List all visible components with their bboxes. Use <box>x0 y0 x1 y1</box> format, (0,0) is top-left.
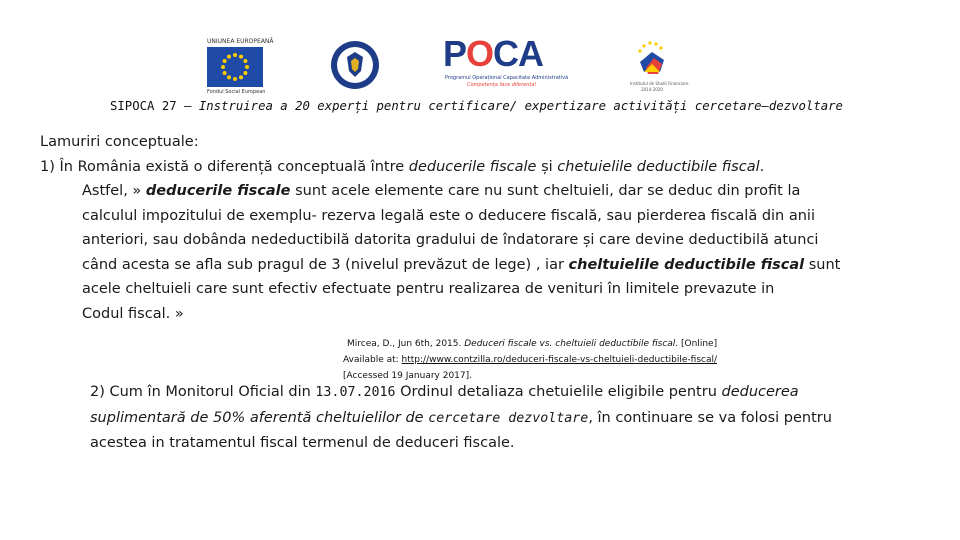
paragraph-1-line: când acesta se afla sub pragul de 3 (nivelul prevăzut de lege) , iar cheltuielile deductibile fiscal sunt <box>82 256 841 273</box>
page-header: SIPOCA 27 – Instruirea a 20 experți pentru certificare/ expertizare activități cercetare–dezvoltare <box>110 99 843 113</box>
paragraph-1-line: Codul fiscal. » <box>82 305 184 322</box>
poca-logo-title: POCA <box>443 33 544 74</box>
citation-line: [Accessed 19 January 2017]. <box>343 371 473 381</box>
paragraph-1-line: anteriori, sau dobânda nedeductibilă datorita gradului de îndatorare și care devine deductibilă atunci <box>82 232 819 248</box>
paragraph-1-line: Astfel, » deducerile fiscale sunt acele elemente care nu sunt cheltuieli, dar se deduc din profit la <box>82 183 801 199</box>
poca-logo-subtitle: Programul Operațional Capacitate Administrativă <box>445 75 569 81</box>
main-content <box>40 130 930 326</box>
section-heading: Lamuriri conceptuale: <box>40 134 199 150</box>
institute-logo <box>622 38 689 100</box>
citation-line: Available at: http://www.contzilla.ro/deduceri-fiscale-vs-cheltuieli-deductibile-fiscal/ <box>343 355 717 365</box>
eu-logo <box>205 38 274 98</box>
paragraph-2 <box>90 380 940 456</box>
eu-logo-top-text: UNIUNEA EUROPEANĂ <box>207 38 274 45</box>
paragraph-1-line: calculul impozitului de exemplu- rezerva legală este o deducere fiscală, sau pierderea fiscală din anii <box>82 207 815 224</box>
poca-logo <box>443 33 569 94</box>
paragraph-2-line: acestea in tratamentul fiscal termenul de deduceri fiscale. <box>90 435 515 451</box>
eu-logo-bottom-text: Fondul Social European <box>207 89 266 95</box>
eu-flag-icon <box>207 47 263 87</box>
paragraph-2-line: suplimentară de 50% aferentă cheltuielilor de cercetare dezvoltare, în continuare se va folosi pentru <box>90 409 832 426</box>
paragraph-2-line: 2) Cum în Monitorul Oficial din 13.07.2016 Ordinul detaliaza chetuielile eligibile pentru deducerea <box>90 384 799 400</box>
institute-emblem-icon <box>622 38 682 80</box>
institute-logo-text: Institutul de Studii Financiare 2014-2020 <box>630 81 689 92</box>
citation-link[interactable]: http://www.contzilla.ro/deduceri-fiscale-vs-cheltuieli-deductibile-fiscal/ <box>401 355 717 365</box>
logo-bar <box>0 33 960 100</box>
poca-logo-tagline: Competența face diferența! <box>467 82 537 88</box>
paragraph-1-line: acele cheltuieli care sunt efectiv efectuate pentru realizarea de venituri în limitele prevazute in <box>82 281 775 297</box>
citation <box>343 336 717 384</box>
citation-line: Mircea, D., Jun 6th, 2015. Deduceri fiscale vs. cheltuieli deductibile fiscal. [Online] <box>347 339 718 349</box>
government-seal-icon <box>330 40 380 90</box>
paragraph-1-line: 1) În România există o diferență conceptuală între deducerile fiscale și chetuielile deductibile fiscal. <box>40 158 765 175</box>
